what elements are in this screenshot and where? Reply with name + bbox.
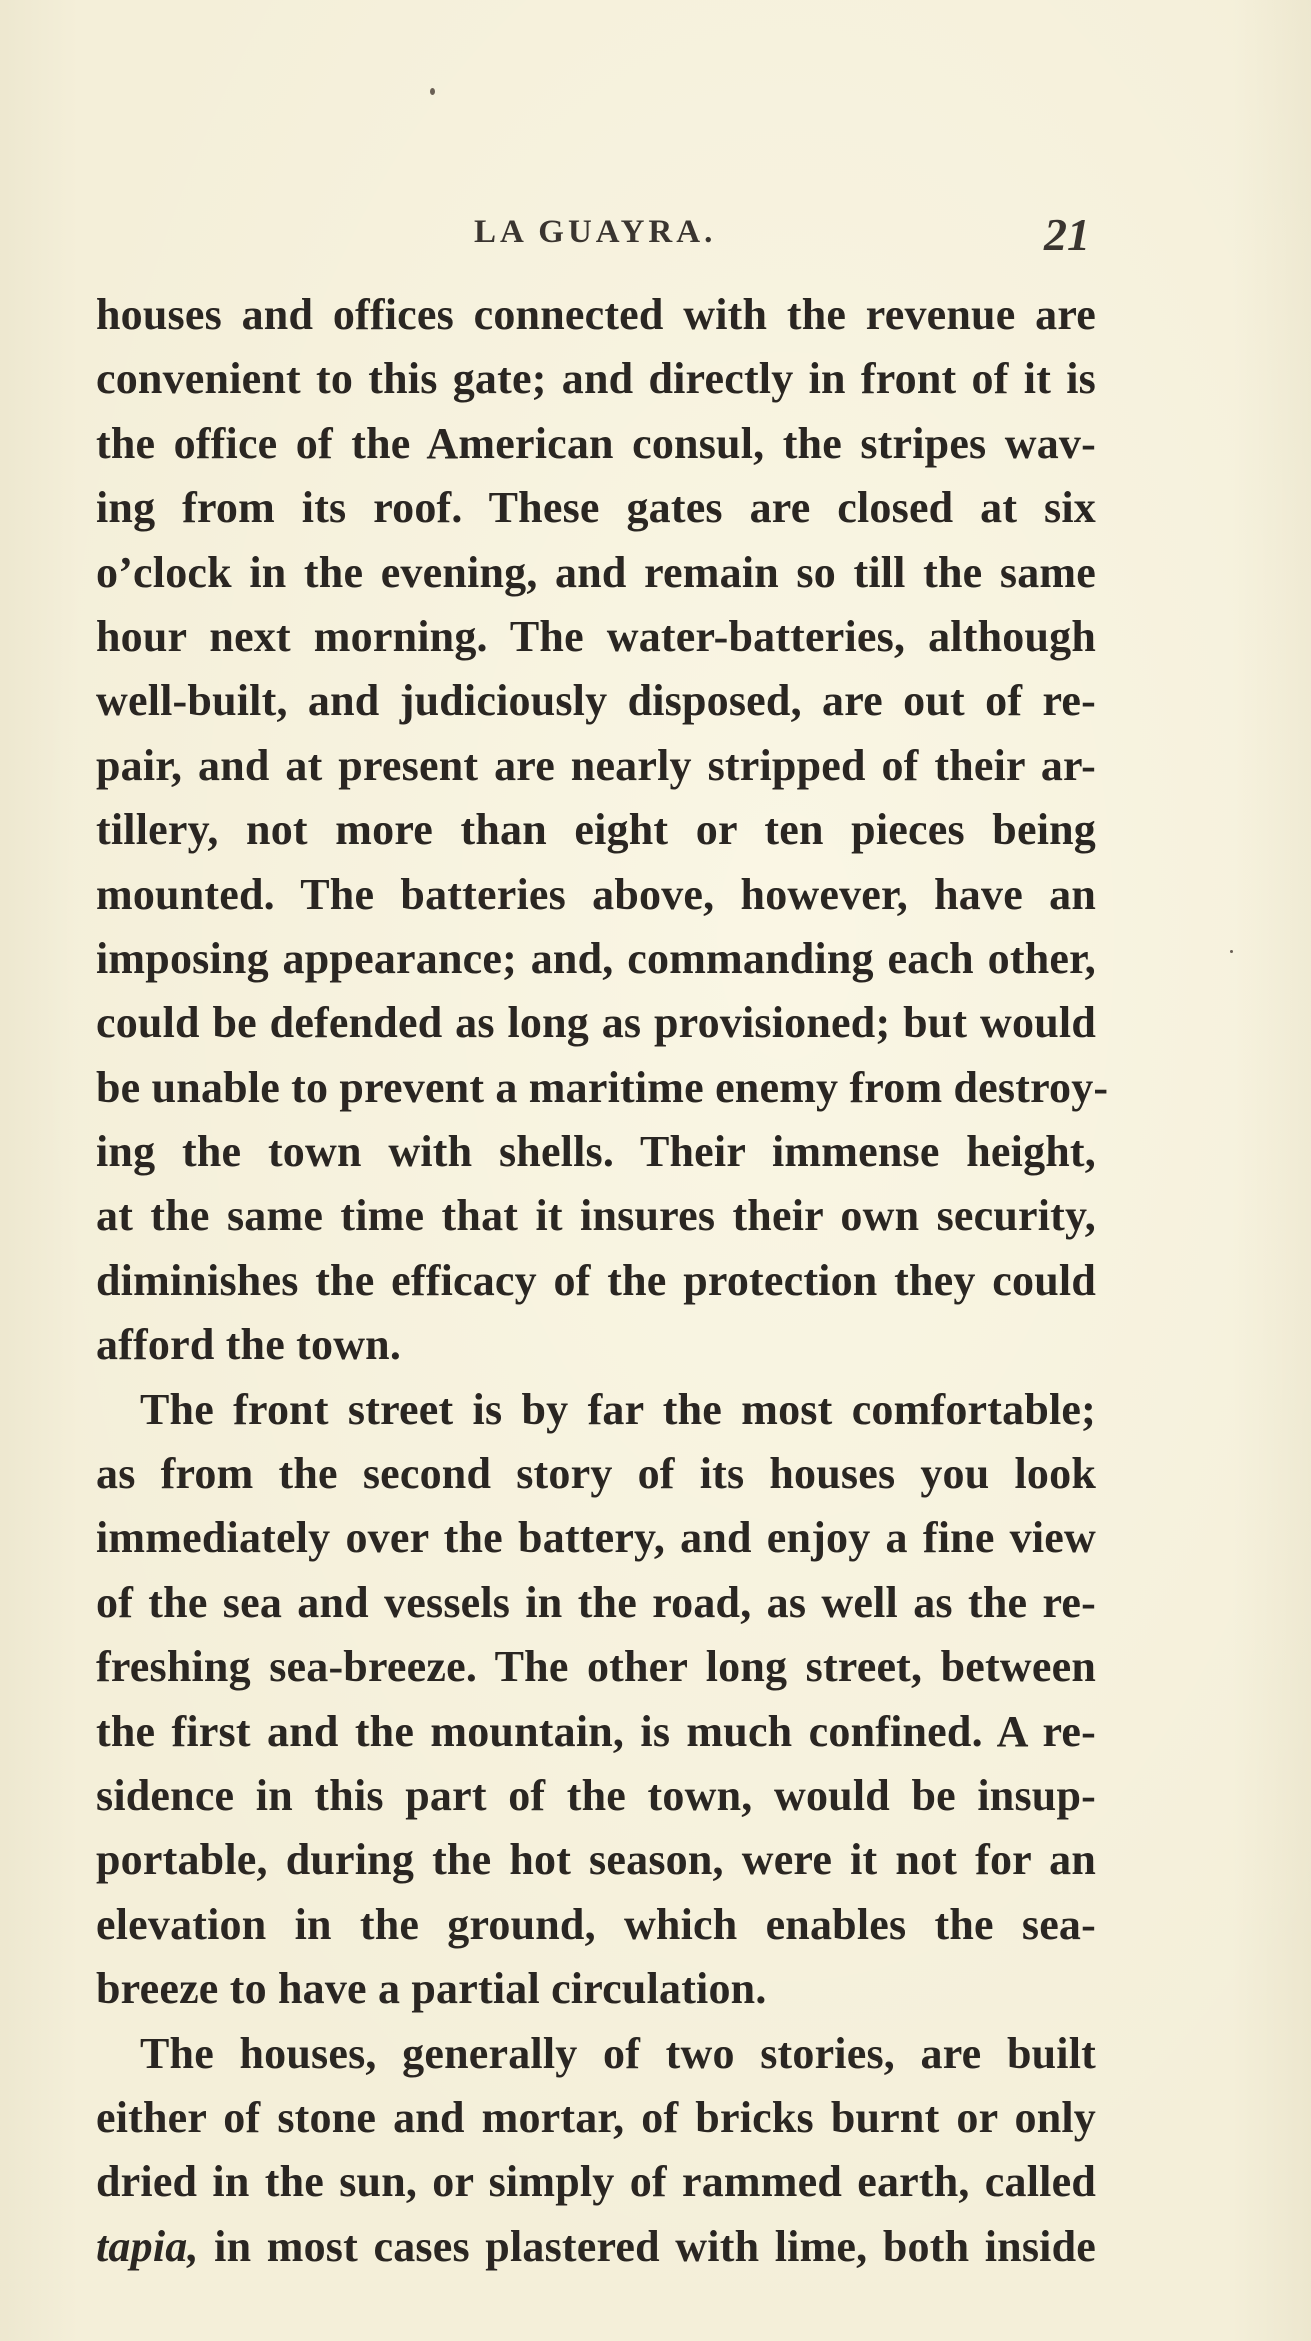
text-line: tillery, not more than eight or ten pieces being — [96, 805, 1096, 855]
running-title: LA GUAYRA. — [474, 214, 717, 250]
text-line-final — [96, 2215, 1096, 2279]
paragraph-end-line: afford the town. — [96, 1320, 402, 1370]
text-line: houses and offices connected with the revenue are — [96, 290, 1096, 339]
text-line: either of stone and mortar, of bricks burnt or only — [96, 2092, 1096, 2142]
text-line: the first and the mountain, is much confined. A re- — [96, 1706, 1096, 1756]
text-line: o’clock in the evening, and remain so till the same — [96, 547, 1096, 597]
paragraph-start-line: The front street is by far the most comfortable; — [140, 1384, 1096, 1434]
text-line: could be defended as long as provisioned; but would — [96, 998, 1096, 1048]
italic-term: tapia, — [96, 2221, 199, 2271]
ink-speck — [1230, 950, 1233, 953]
text-line: mounted. The batteries above, however, have an — [96, 869, 1096, 919]
text-line: diminishes the efficacy of the protection they could — [96, 1255, 1096, 1305]
text-line: elevation in the ground, which enables the sea- — [96, 1899, 1096, 1949]
text-line: ing the town with shells. Their immense height, — [96, 1127, 1096, 1177]
text-line: convenient to this gate; and directly in front of it is — [96, 354, 1096, 404]
text-line: dried in the sun, or simply of rammed earth, called — [96, 2157, 1096, 2207]
text-line: be unable to prevent a maritime enemy from destroy- — [96, 1062, 1109, 1112]
text-line: at the same time that it insures their own security, — [96, 1191, 1096, 1241]
text-line: pair, and at present are nearly stripped of their ar- — [96, 740, 1096, 790]
final-line-rest: in most cases plastered with lime, both inside — [198, 2221, 1096, 2271]
text-line: of the sea and vessels in the road, as well as the re- — [96, 1577, 1096, 1627]
running-head — [96, 210, 1096, 260]
paragraph-start-line: The houses, generally of two stories, are built — [140, 2028, 1096, 2078]
text-line: well-built, and judiciously disposed, are out of re- — [96, 676, 1096, 726]
paragraph-end-line: breeze to have a partial circulation. — [96, 1964, 767, 2014]
page-number: 21 — [1044, 209, 1090, 260]
text-line: the office of the American consul, the stripes wav- — [96, 418, 1096, 468]
text-line: imposing appearance; and, commanding each other, — [96, 933, 1096, 983]
text-line: immediately over the battery, and enjoy a fine view — [96, 1513, 1096, 1563]
ink-speck — [430, 88, 435, 95]
text-line: as from the second story of its houses you look — [96, 1449, 1096, 1499]
text-line: sidence in this part of the town, would be insup- — [96, 1770, 1096, 1820]
text-line: portable, during the hot season, were it not for an — [96, 1835, 1096, 1885]
text-line: freshing sea-breeze. The other long street, between — [96, 1642, 1096, 1692]
text-line: hour next morning. The water-batteries, although — [96, 611, 1096, 661]
text-line: ing from its roof. These gates are closed at six — [96, 483, 1096, 533]
body-text — [96, 283, 1109, 2279]
